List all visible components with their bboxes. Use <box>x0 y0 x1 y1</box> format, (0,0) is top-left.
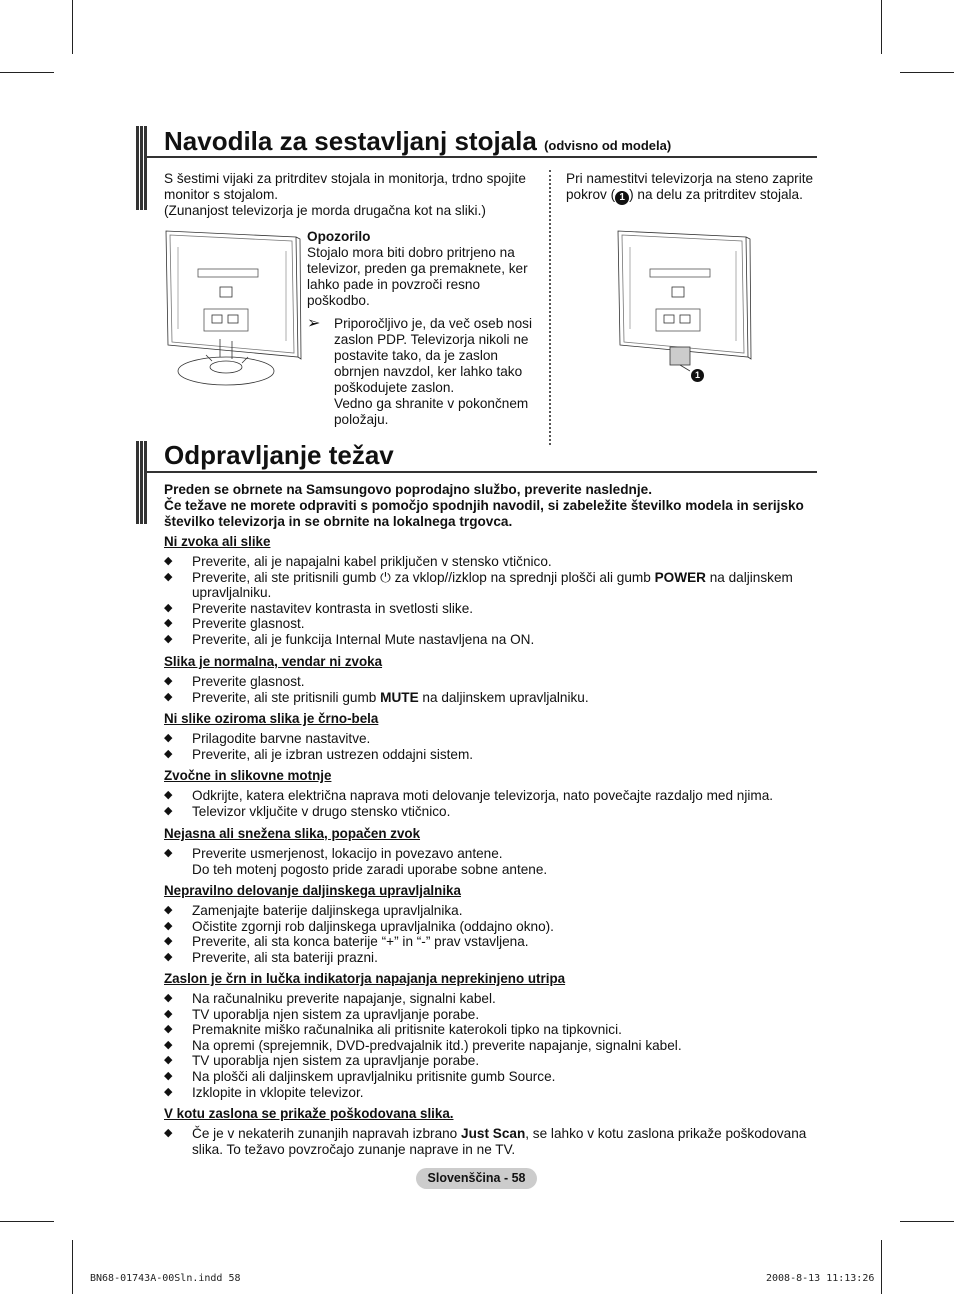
list-item: ◆ Preverite, ali ste pritisnili gumb ⏻ za vklop//izklop na sprednji plošči ali gumb POWER na daljinskem upravljalniku. <box>164 570 819 601</box>
section-snowy-picture <box>164 826 819 877</box>
section-title: Zaslon je črn in lučka indikatorja napajanja neprekinjeno utripa <box>164 971 566 986</box>
list-item: ◆ Premaknite miško računalnika ali pritisnite katerokoli tipko na tipkovnici. <box>164 1022 819 1038</box>
column-divider <box>549 170 551 445</box>
list-item: ◆ Preverite glasnost. <box>164 616 819 632</box>
list-item: ◆ Zamenjajte baterije daljinskega upravljalnika. <box>164 903 819 919</box>
page-number-badge: Slovenščina - 58 <box>416 1168 537 1189</box>
heading-bar <box>136 441 147 524</box>
section-no-sound <box>164 654 819 705</box>
crop-mark <box>881 1240 882 1294</box>
crop-mark <box>0 1221 54 1222</box>
list-item: ◆ Preverite usmerjenost, lokacijo in povezavo antene. Do teh motenj pogosto pride zaradi uporabe sobne antene. <box>164 846 819 877</box>
crop-mark <box>72 0 73 54</box>
list-item: ◆ Preverite, ali je funkcija Internal Mute nastavljena na ON. <box>164 632 819 648</box>
section-title: Nepravilno delovanje daljinskega upravljalnika <box>164 883 461 898</box>
list-item: ◆ Preverite, ali ste pritisnili gumb MUTE na daljinskem upravljalniku. <box>164 690 819 706</box>
stand-right-text: Pri namestitvi televizorja na steno zaprite pokrov ( 1 ) na delu za pritrditev stojala. <box>566 171 814 203</box>
warning-title: Opozorilo <box>307 229 371 244</box>
crop-mark <box>900 72 954 73</box>
list-item: ◆ Očistite zgornji rob daljinskega upravljalnika (oddajno okno). <box>164 919 819 935</box>
crop-mark <box>881 0 882 54</box>
section-title: Ni zvoka ali slike <box>164 534 271 549</box>
stand-heading: Navodila za sestavljanj stojala (odvisno od modela) <box>164 126 672 156</box>
list-item: ◆ Preverite, ali je napajalni kabel priključen v stensko vtičnico. <box>164 554 819 570</box>
section-title: Nejasna ali snežena slika, popačen zvok <box>164 826 421 841</box>
list-item: ◆ Na opremi (sprejemnik, DVD-predvajalnik itd.) preverite napajanje, signalni kabel. <box>164 1038 819 1054</box>
section-no-picture <box>164 711 819 762</box>
list-item: ◆ Izklopite in vklopite televizor. <box>164 1085 819 1101</box>
heading-rule <box>147 471 817 473</box>
list-item: ◆ Prilagodite barvne nastavitve. <box>164 731 819 747</box>
section-title: Slika je normalna, vendar ni zvoka <box>164 654 383 669</box>
list-item: ◆ Odkrijte, katera električna naprava moti delovanje televizorja, nato povečajte razdaljo med njima. <box>164 788 819 804</box>
list-item: ◆ TV uporablja njen sistem za upravljanje porabe. <box>164 1053 819 1069</box>
list-item: ◆ Na računalniku preverite napajanje, signalni kabel. <box>164 991 819 1007</box>
trouble-heading: Odpravljanje težav <box>164 440 394 470</box>
note-arrow-icon: ➢ <box>307 315 321 332</box>
list-item: ◆ Preverite glasnost. <box>164 674 819 690</box>
list-item: ◆ Preverite, ali sta konca baterije “+” in “-” prav vstavljena. <box>164 934 819 950</box>
power-icon: ⏻ <box>380 569 391 585</box>
section-interference <box>164 768 819 819</box>
heading-rule <box>147 156 817 158</box>
list-item: ◆ Če je v nekaterih zunanjih napravah izbrano Just Scan, se lahko v kotu zaslona prikaže poškodovana slika. To težavo povzročajo zunanje naprave in ne TV. <box>164 1126 819 1157</box>
trouble-intro: Preden se obrnete na Samsungovo poprodajno službo, preverite naslednje. Če težave ne morete odpraviti s pomočjo spodnjih navodil, si zabeležite številko modela in serijsko številko televizorja in se obrnite na lokalnega trgovca. <box>164 482 804 529</box>
note-block: Priporočljivo je, da več oseb nosi zaslon PDP. Televizorja nikoli ne postavite tako, da je zaslon obrnjen navzdol, ker lahko tako poškodujete zaslon. Vedno ga shranite v pokončnem položaju. <box>334 316 532 427</box>
section-title: Ni slike oziroma slika je črno-bela <box>164 711 379 726</box>
list-item: ◆ Preverite nastavitev kontrasta in svetlosti slike. <box>164 601 819 617</box>
section-black-screen <box>164 971 819 1100</box>
crop-mark <box>0 72 54 73</box>
tv-back-cover-illustration <box>616 229 754 379</box>
crop-mark <box>72 1240 73 1294</box>
list-item: ◆ Televizor vključite v drugo stensko vtičnico. <box>164 804 819 820</box>
footer-date: 2008-8-13 11:13:26 <box>766 1273 875 1284</box>
footer-file: BN68-01743A-00Sln.indd 58 <box>90 1273 241 1284</box>
crop-mark <box>900 1221 954 1222</box>
stand-left-text: S šestimi vijaki za pritrditev stojala in monitorja, trdno spojite monitor s stojalom. (Zunanjost televizorja je morda drugačna kot na sliki.) <box>164 171 526 218</box>
cover-marker: 1 <box>615 191 629 205</box>
heading-bar <box>136 126 147 210</box>
warning-block <box>307 229 542 309</box>
list-item: ◆ Preverite, ali sta bateriji prazni. <box>164 950 819 966</box>
section-damaged-corner <box>164 1106 819 1157</box>
warning-text: Stojalo mora biti dobro pritrjeno na televizor, preden ga premaknete, ker lahko pade in povzroči resno poškodbo. <box>307 245 528 308</box>
list-item: ◆ Na plošči ali daljinskem upravljalniku pritisnite gumb Source. <box>164 1069 819 1085</box>
figure-marker: 1 <box>691 369 704 382</box>
section-title: V kotu zaslona se prikaže poškodovana slika. <box>164 1106 454 1121</box>
list-item: ◆ TV uporablja njen sistem za upravljanje porabe. <box>164 1007 819 1023</box>
section-title: Zvočne in slikovne motnje <box>164 768 332 783</box>
section-no-sound-picture <box>164 534 819 648</box>
list-item: ◆ Preverite, ali je izbran ustrezen oddajni sistem. <box>164 747 819 763</box>
tv-back-stand-illustration <box>164 229 302 391</box>
stand-heading-note: (odvisno od modela) <box>544 138 672 153</box>
section-remote <box>164 883 819 965</box>
